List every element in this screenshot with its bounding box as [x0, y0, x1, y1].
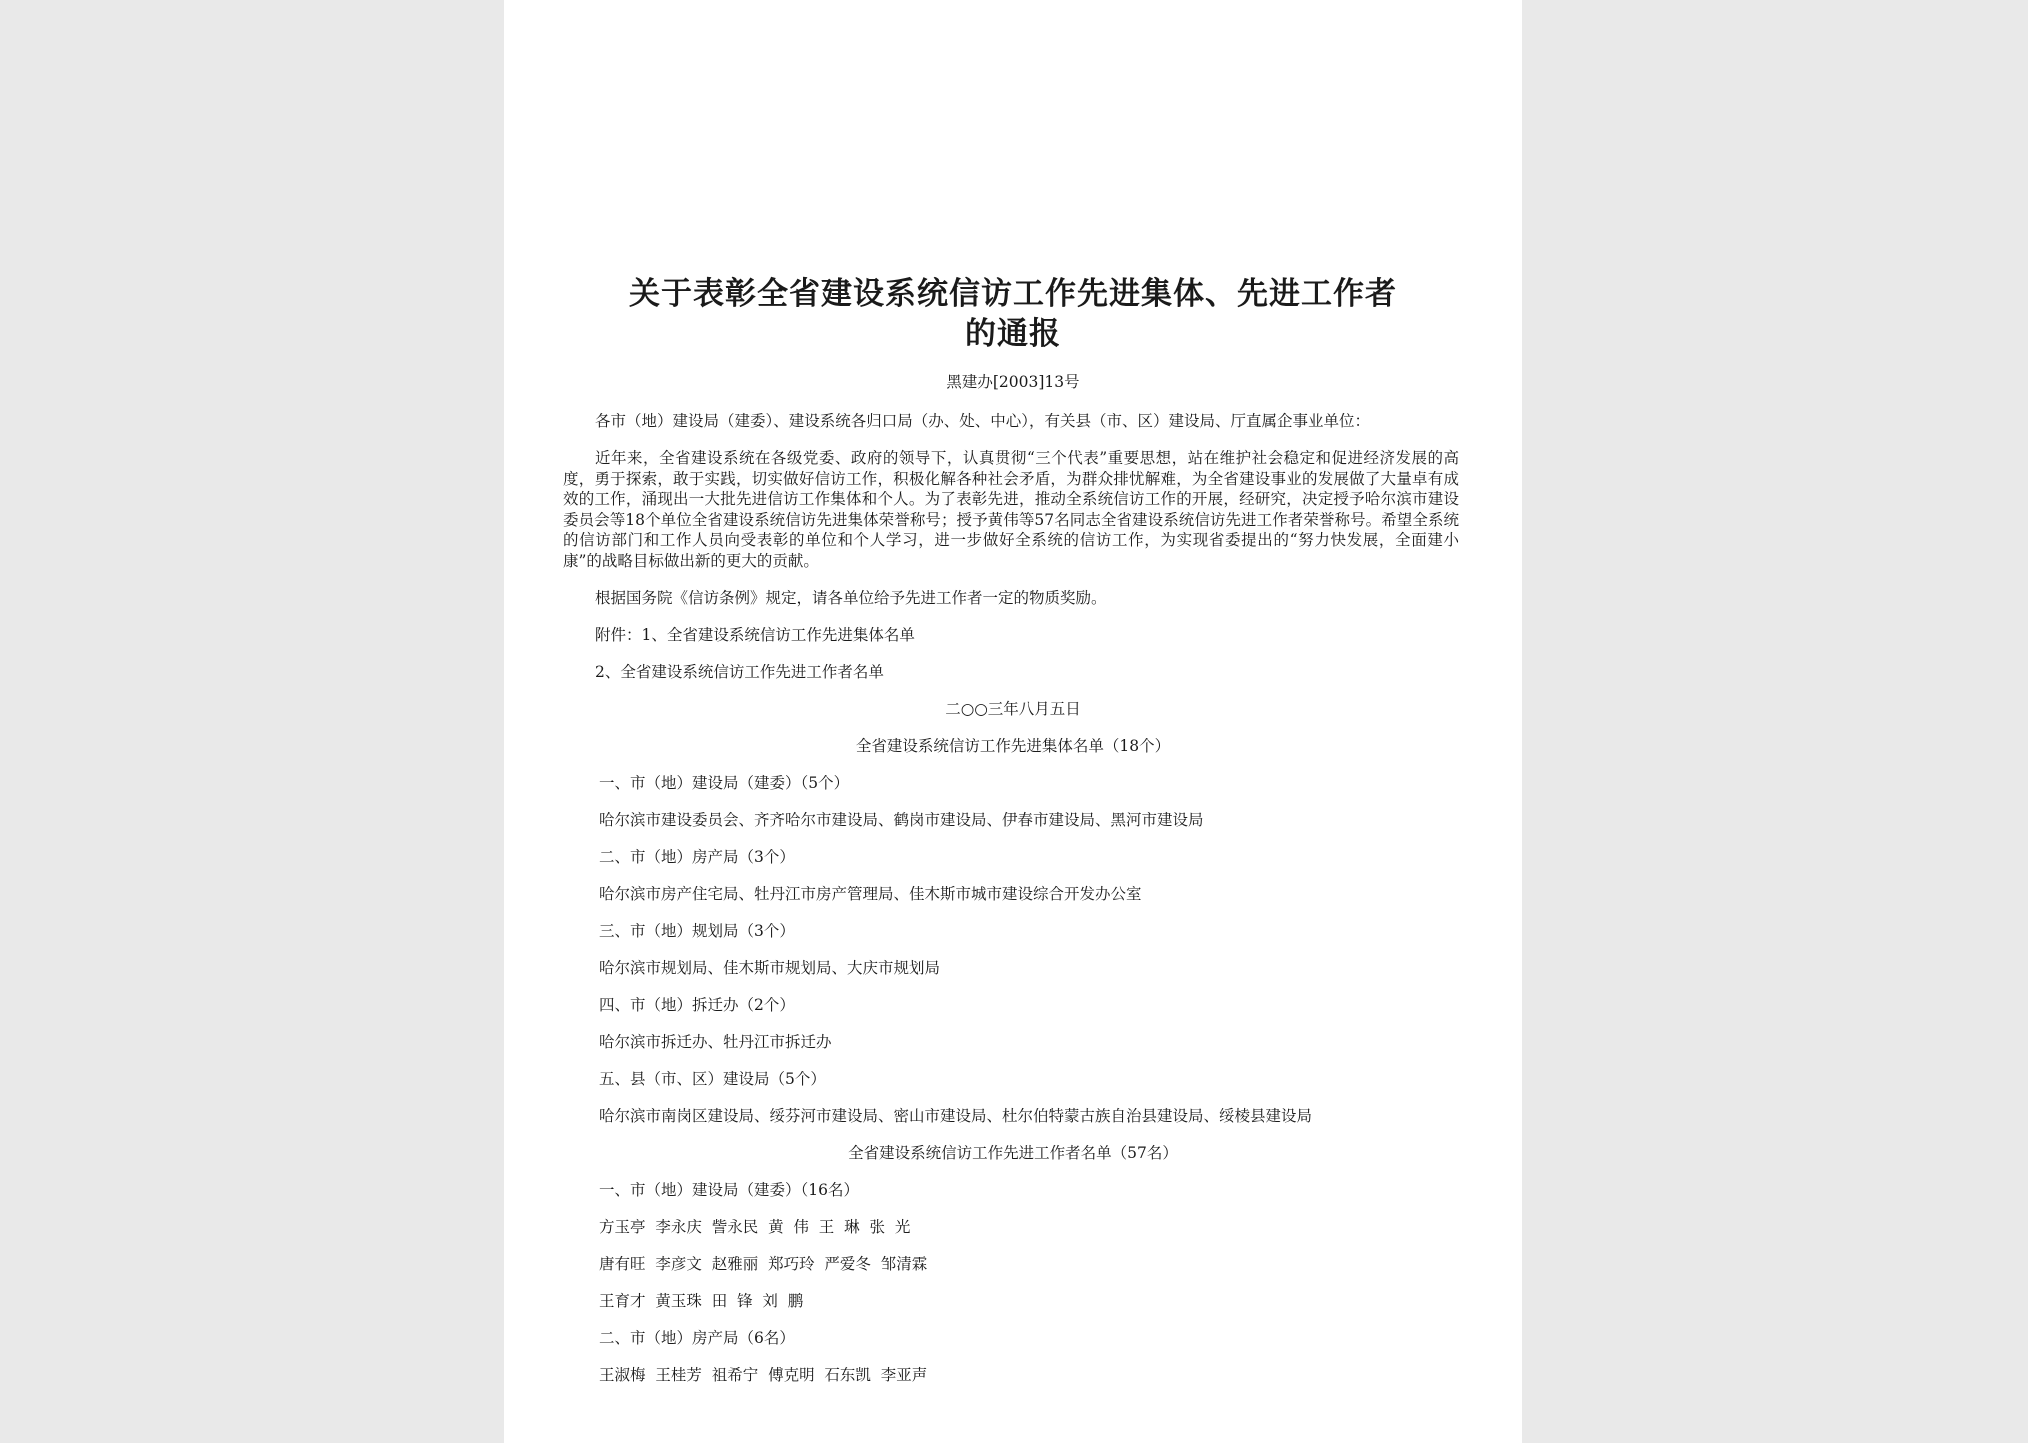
issue-date: 二○○三年八月五日 — [945, 700, 1081, 718]
collective-category-1: 一、市（地）建设局（建委）（5个） — [599, 774, 850, 792]
reward-note: 根据国务院《信访条例》规定，请各单位给予先进工作者一定的物质奖励。 — [595, 589, 1107, 607]
workers-group-2-title: 二、市（地）房产局（6名） — [599, 1329, 795, 1347]
workers-group-2-row-1: 王淑梅 王桂芳 祖希宁 傅克明 石东凯 李亚声 — [599, 1366, 928, 1384]
collectives-heading: 全省建设系统信访工作先进集体名单（18个） — [855, 737, 1171, 755]
collective-members-3: 哈尔滨市规划局、佳木斯市规划局、大庆市规划局 — [599, 959, 941, 977]
collective-members-5: 哈尔滨市南岗区建设局、绥芬河市建设局、密山市建设局、杜尔伯特蒙古族自治县建设局、绥棱县建设局 — [599, 1107, 1313, 1125]
attachment-1: 附件：1、全省建设系统信访工作先进集体名单 — [595, 626, 915, 644]
document-number: 黑建办[2003]13号 — [946, 373, 1080, 391]
workers-group-1-row-2: 唐有旺 李彦文 赵雅丽 郑巧玲 严爱冬 邹清霖 — [599, 1255, 928, 1273]
body-paragraph: 近年来，全省建设系统在各级党委、政府的领导下，认真贯彻“三个代表”重要思想，站在维护社会稳定和促进经济发展的高度，勇于探索，敢于实践，切实做好信访工作，积极化解各种社会矛盾，为群众排忧解难，为全省建设事业的发展做了大量卓有成效的工作，涌现出一大批先进信访工作集体和个人。为了表彰先进，推动全系统信访工作的开展，经研究，决定授予哈尔滨市建设委员会等18个单位全省建设系统信访先进集体荣誉称号；授予黄伟等57名同志全省建设系统信访先进工作者荣誉称号。希望全系统的信访部门和工作人员向受表彰的单位和个人学习，进一步做好全系统的信访工作，为实现省委提出的“努力快发展，全面建小康”的战略目标做出新的更大的贡献。 — [563, 449, 1459, 570]
collective-category-2: 二、市（地）房产局（3个） — [599, 848, 795, 866]
workers-heading: 全省建设系统信访工作先进工作者名单（57名） — [848, 1144, 1178, 1162]
collective-category-4: 四、市（地）拆迁办（2个） — [599, 996, 795, 1014]
document-title-line-2: 的通报 — [965, 316, 1061, 352]
workers-group-1-row-1: 方玉亭 李永庆 訾永民 黄 伟 王 琳 张 光 — [599, 1218, 911, 1236]
collective-members-4: 哈尔滨市拆迁办、牡丹江市拆迁办 — [599, 1033, 832, 1051]
attachment-2: 2、全省建设系统信访工作先进工作者名单 — [595, 663, 884, 681]
collective-category-3: 三、市（地）规划局（3个） — [599, 922, 795, 940]
collective-category-5: 五、县（市、区）建设局（5个） — [599, 1070, 826, 1088]
collective-members-1: 哈尔滨市建设委员会、齐齐哈尔市建设局、鹤岗市建设局、伊春市建设局、黑河市建设局 — [599, 811, 1204, 829]
workers-group-1-title: 一、市（地）建设局（建委）（16名） — [599, 1181, 859, 1199]
document-title-line-1: 关于表彰全省建设系统信访工作先进集体、先进工作者 — [629, 276, 1397, 312]
workers-group-1-row-3: 王育才 黄玉珠 田 锋 刘 鹏 — [599, 1292, 804, 1310]
document-page — [504, 0, 1522, 1443]
collective-members-2: 哈尔滨市房产住宅局、牡丹江市房产管理局、佳木斯市城市建设综合开发办公室 — [599, 885, 1142, 903]
addressee: 各市（地）建设局（建委）、建设系统各归口局（办、处、中心），有关县（市、区）建设局、厅直属企事业单位： — [595, 412, 1371, 430]
